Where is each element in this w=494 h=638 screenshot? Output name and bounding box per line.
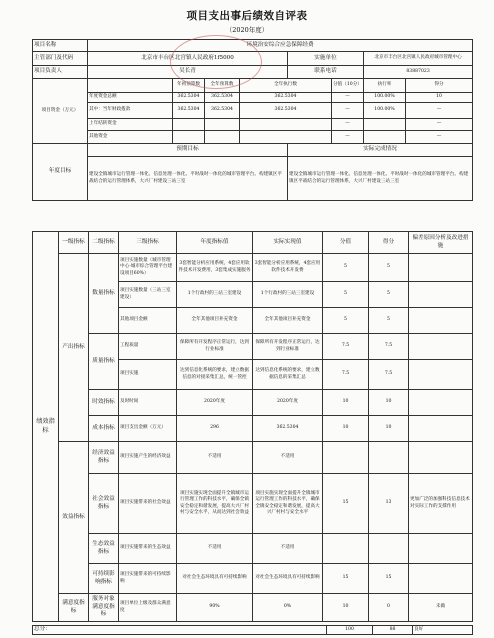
indicator-target: 对社会生态环境具有可持续影响	[177, 564, 253, 594]
indicator-note: 未做	[409, 594, 473, 622]
satisfaction-label: 满意度指标	[59, 594, 89, 622]
indicator-target: 项目实施实现全面提升全镇城市运行管理工作的科技水平，确保全镇安全稳定和谐发展，提高大兴厂村村与安全水平，从而达到社会效益	[177, 474, 253, 534]
indicator-name: 工程质量	[119, 334, 177, 360]
indicator-actual: 不适用	[253, 534, 323, 564]
indicator-name: 及时时间	[119, 390, 177, 416]
dept-value: 北京市丰台区北宫镇人民政府1f5000	[88, 52, 288, 66]
indicator-name: 项目实施	[119, 360, 177, 390]
funds-row-label: 其他资金	[88, 131, 173, 144]
indicator-got: 5	[369, 308, 409, 334]
funds-cell: —	[332, 119, 364, 131]
indicator-score: 10	[323, 594, 369, 622]
indicator-note	[409, 442, 473, 474]
indicator-name: 项目实施带来的社会效益	[119, 474, 177, 534]
indicator-target: 1个行政村的三站三室建设	[177, 282, 253, 308]
indicator-target: 全年其他项目补充资金	[177, 308, 253, 334]
indicator-target: 296	[177, 416, 253, 442]
indicator-actual: 全年其他项目补充资金	[253, 308, 323, 334]
indicator-actual: 达到信息化系统的要求，建立数据信息的采集汇总	[253, 360, 323, 390]
indicator-note	[409, 534, 473, 564]
funds-cell: 362.5304	[205, 103, 240, 119]
indicator-note	[409, 360, 473, 390]
indicator-got	[369, 442, 409, 474]
funds-cell: 362.5304	[240, 103, 332, 119]
funds-cell	[364, 119, 406, 131]
perf-header-6: 分值	[323, 232, 369, 254]
indicator-score	[323, 442, 369, 474]
indicator-actual: 对社会生态环境具有可持续影响	[253, 564, 323, 594]
funds-cell	[205, 119, 240, 131]
econ-label: 经济效益指标	[89, 442, 119, 474]
indicator-got: 5	[369, 282, 409, 308]
indicator-got: 13	[369, 474, 409, 534]
indicator-target: 达到信息化系统的要求，建立数据信息的对接采集汇总，统一管控	[177, 360, 253, 390]
impl-value: 北京市丰台区北宫镇人民政府城市管理中心	[364, 52, 473, 66]
indicator-name: 项目实施带来的可持续影响	[119, 564, 177, 594]
goals-label: 年度目标	[33, 144, 88, 201]
funds-cell	[173, 119, 205, 131]
funds-cell: —	[332, 93, 364, 103]
perf-header-4: 年度指标值	[177, 232, 253, 254]
perf-header-2: 二级指标	[89, 232, 119, 254]
indicator-target: 保障所有开发程序正常运行，达到行业标准	[177, 334, 253, 360]
funds-cell: —	[406, 103, 473, 119]
phone-value: 83887023	[364, 66, 473, 79]
funds-cell: 362.5304	[173, 93, 205, 103]
indicator-note	[409, 308, 473, 334]
funds-cell	[173, 131, 205, 144]
funds-row-label: 上年结转资金	[88, 119, 173, 131]
indicator-note	[409, 334, 473, 360]
indicator-got: 7.5	[369, 360, 409, 390]
indicator-score: 5	[323, 308, 369, 334]
funds-row-label: 年度资金总额	[88, 93, 173, 103]
indicator-got: 15	[369, 564, 409, 594]
total-score: 100	[327, 626, 373, 635]
indicator-score: 10	[323, 390, 369, 416]
funds-label: 项目资金（万元）	[33, 79, 88, 144]
funds-header-5: 执行率	[364, 79, 406, 93]
eco-label: 生态效益指标	[89, 534, 119, 564]
leader-value: 吴长青	[88, 66, 288, 79]
indicator-note	[409, 416, 473, 442]
info-table	[32, 39, 473, 201]
indicator-score: 5	[323, 282, 369, 308]
leader-label: 项目负责人	[33, 66, 88, 79]
perf-table	[32, 231, 473, 622]
indicator-name: 项目实施带来的生态效益	[119, 534, 177, 564]
funds-cell: 100.00%	[364, 103, 406, 119]
indicator-actual: 1个行政村的三站三室建设	[253, 282, 323, 308]
quality-label: 质量指标	[89, 334, 119, 390]
indicator-score: 10	[323, 416, 369, 442]
indicator-name: 项目单位上级及群众满意度	[119, 594, 177, 622]
serve-label: 服务对象满意度指标	[89, 594, 119, 622]
indicator-got: 0	[369, 594, 409, 622]
perf-header-5: 实际实现值	[253, 232, 323, 254]
indicator-actual: 3套智能分析应用系统，4套应用软件技术开发费	[253, 254, 323, 282]
indicator-actual: 项目实施实现全面提升全镇城市运行管理工作的科技水平，确保全镇安全稳定和谐发展，提高大兴厂村村与安全水平	[253, 474, 323, 534]
funds-row-label: 其中：当年财政拨款	[88, 103, 173, 119]
year-subtitle: （2020年度）	[225, 26, 269, 34]
cost-label: 成本指标	[89, 416, 119, 442]
indicator-note	[409, 390, 473, 416]
indicator-got	[369, 534, 409, 564]
quantity-label: 数量指标	[89, 254, 119, 334]
indicator-target: 不适用	[177, 534, 253, 564]
perf-header-3: 三级指标	[119, 232, 177, 254]
indicator-name: 其他项目金额	[119, 308, 177, 334]
indicator-actual: 不适用	[253, 442, 323, 474]
total-table	[32, 625, 473, 635]
perf-label: 绩效指标	[33, 232, 59, 622]
effect-label: 效益指标	[59, 442, 89, 594]
social-label: 社会效益指标	[89, 474, 119, 534]
funds-header-3: 全年执行数	[240, 79, 332, 93]
indicator-got: 10	[369, 390, 409, 416]
indicator-actual: 2020年度	[253, 390, 323, 416]
perf-header-7: 得分	[369, 232, 409, 254]
time-label: 时效指标	[89, 390, 119, 416]
expected-goal-label: 预期目标	[88, 144, 288, 157]
funds-header-4: 分值（10分）	[332, 79, 364, 93]
funds-cell	[364, 131, 406, 144]
indicator-score: 5	[323, 254, 369, 282]
dept-label: 主管部门及代码	[33, 52, 88, 66]
indicator-target: 3套智能分析应用系统，4套应用软件技术开发费用，3套集成实施服务	[177, 254, 253, 282]
funds-cell: 362.5304	[173, 103, 205, 119]
indicator-name: 项目支出金额（万元）	[119, 416, 177, 442]
funds-cell	[240, 131, 332, 144]
funds-cell: —	[406, 131, 473, 144]
indicator-name: 项目实施数量（城市管理中心-城市综合管理平台建设项目60%）	[119, 254, 177, 282]
funds-header-blank	[88, 79, 173, 93]
indicator-name: 项目实施数量（三站三室建设）	[119, 282, 177, 308]
perf-header-8: 偏差原因分析及改进措施	[409, 232, 473, 254]
page-title: 项目支出事后绩效自评表	[186, 10, 308, 22]
project-name: 环境治安综合应急保障经费	[88, 40, 473, 52]
indicator-name: 项目实施产生的经济效益	[119, 442, 177, 474]
funds-cell	[240, 119, 332, 131]
indicator-target: 不适用	[177, 442, 253, 474]
indicator-score	[323, 534, 369, 564]
indicator-got: 7.5	[369, 334, 409, 360]
funds-cell: —	[406, 119, 473, 131]
funds-header-1: 年初预算数	[173, 79, 205, 93]
indicator-actual: 362.5304	[253, 416, 323, 442]
funds-cell: —	[332, 103, 364, 119]
total-got: 88	[373, 626, 413, 635]
indicator-note: 更加广泛的加强科技信息技术对实际工作的支撑作用	[409, 474, 473, 534]
output-label: 产出指标	[59, 254, 89, 442]
total-label: 总分：	[33, 626, 327, 635]
phone-label: 联系电话	[288, 66, 364, 79]
actual-goal-text: 建设全镇城市运行管理一体化、信息处理一体化、平时战时一体化的城市管理平台。构建镇区平战结合的运行管理体系，大兴厂村建设三站三室	[288, 157, 473, 201]
funds-cell	[205, 131, 240, 144]
indicator-note	[409, 564, 473, 594]
indicator-score: 7.5	[323, 334, 369, 360]
funds-cell: 10	[406, 93, 473, 103]
funds-cell: 362.5304	[240, 93, 332, 103]
total-grade: 良好	[413, 626, 473, 635]
indicator-target: 90%	[177, 594, 253, 622]
impl-label: 实施单位	[288, 52, 364, 66]
funds-cell: 362.5304	[205, 93, 240, 103]
indicator-score: 7.5	[323, 360, 369, 390]
indicator-score: 15	[323, 564, 369, 594]
indicator-note	[409, 254, 473, 282]
perf-header-1: 一级指标	[59, 232, 89, 254]
funds-header-6: 得分	[406, 79, 473, 93]
funds-cell: 100.00%	[364, 93, 406, 103]
indicator-got: 5	[369, 254, 409, 282]
indicator-actual: 保障所有开发程序正常运行，达到行业标准	[253, 334, 323, 360]
funds-header-2: 全年预算数	[205, 79, 240, 93]
project-name-label: 项目名称	[33, 40, 88, 52]
indicator-actual: 0%	[253, 594, 323, 622]
sustain-label: 可持续影响指标	[89, 564, 119, 594]
indicator-note	[409, 282, 473, 308]
funds-cell: —	[332, 131, 364, 144]
expected-goal-text: 建设全镇城市运行管理一体化、信息处理一体化、平时战时一体化的城市管理平台。构建镇区平战结合的运行管理体系，大兴厂村建设三站三室	[88, 157, 288, 201]
indicator-score: 15	[323, 474, 369, 534]
actual-goal-label: 实际完成情况	[288, 144, 473, 157]
indicator-target: 2020年度	[177, 390, 253, 416]
indicator-got: 10	[369, 416, 409, 442]
